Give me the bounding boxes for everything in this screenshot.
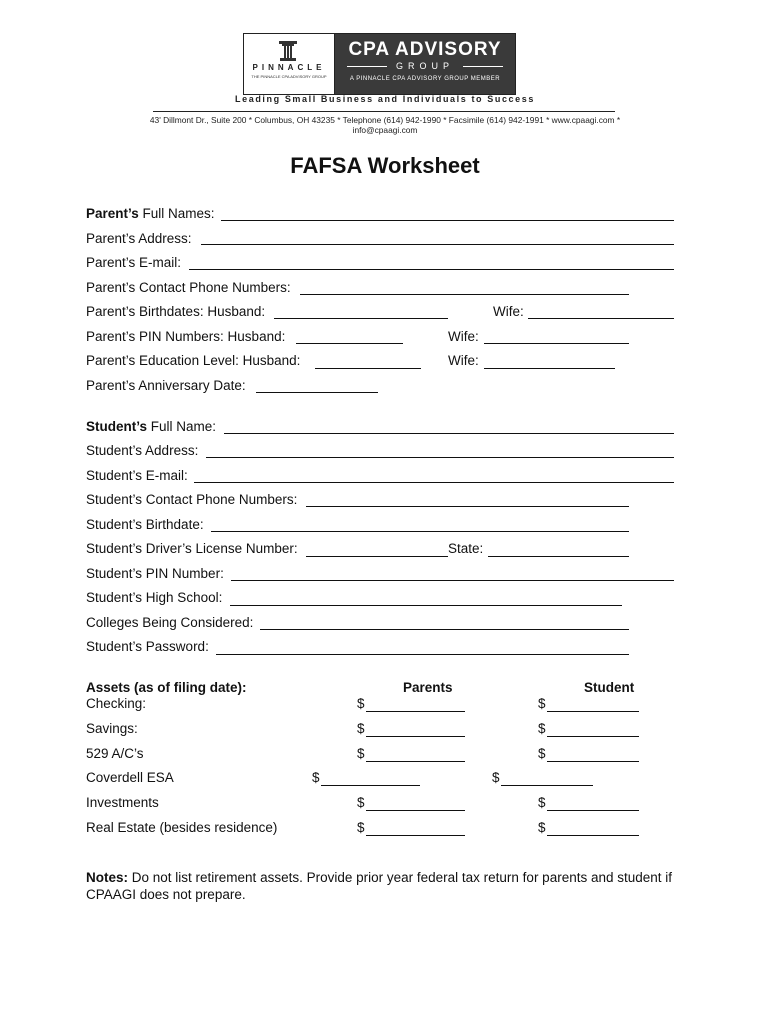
student-email-field[interactable] [194,482,674,483]
header-divider [153,111,615,112]
coverdell-parents-field[interactable] [321,785,420,786]
parent-pin-husband-field[interactable] [296,343,403,344]
coverdell-student-field[interactable] [501,785,593,786]
asset-label-real-estate: Real Estate (besides residence) [86,820,278,835]
company-logo [243,33,516,95]
company-address: 43' Dillmont Dr., Suite 200 * Columbus, OH 43235 * Telephone (614) 942-1990 * Facsimile (614) 942-1991 * www.cpaagi.com * info@cpaagi.com [149,115,621,135]
checking-student-field[interactable] [547,711,639,712]
parent-address-label: Parent’s Address: [86,231,192,246]
page-title: FAFSA Worksheet [290,153,480,178]
student-high-school-field[interactable] [230,605,622,606]
currency-symbol: $ [357,721,365,736]
currency-symbol: $ [538,746,546,761]
investments-parents-field[interactable] [366,810,465,811]
parent-anniversary-label: Parent’s Anniversary Date: [86,378,246,393]
asset-label-529: 529 A/C’s [86,746,144,761]
student-password-label: Student’s Password: [86,639,209,654]
checking-parents-field[interactable] [366,711,465,712]
529-student-field[interactable] [547,761,639,762]
student-license-state-label: State: [448,541,484,556]
parent-education-husband-field[interactable] [315,368,421,369]
savings-student-field[interactable] [547,736,639,737]
student-full-name-field[interactable] [224,433,674,434]
parent-full-names-label [86,206,215,221]
parent-education-wife-label: Wife: [448,353,479,368]
asset-label-investments: Investments [86,795,159,810]
student-column-header: Student [584,680,635,695]
currency-symbol: $ [357,746,365,761]
logo-divider [463,66,503,67]
currency-symbol: $ [357,795,365,810]
parent-birthdates-label: Parent’s Birthdates: Husband: [86,304,266,319]
parent-birthdate-wife-label: Wife: [493,304,524,319]
parents-column-header: Parents [403,680,453,695]
cpa-advisory-logo [335,34,515,94]
investments-student-field[interactable] [547,810,639,811]
student-pin-field[interactable] [231,580,674,581]
asset-label-savings: Savings: [86,721,138,736]
currency-symbol: $ [538,696,546,711]
student-address-field[interactable] [206,457,674,458]
currency-symbol: $ [312,770,320,785]
notes-text: Do not list retirement assets. Provide prior year federal tax return for parents and student if CPAAGI does not prepare. [86,870,673,902]
student-email-label: Student’s E-mail: [86,468,188,483]
parent-education-label: Parent’s Education Level: Husband: [86,353,301,368]
currency-symbol: $ [538,820,546,835]
notes [86,869,706,903]
pinnacle-logo [244,34,335,94]
student-address-label: Student’s Address: [86,443,199,458]
pinnacle-wordmark: PINNACLE [252,63,326,72]
student-birthdate-field[interactable] [211,531,629,532]
parent-birthdate-husband-field[interactable] [274,318,448,319]
assets-heading: Assets (as of filing date): [86,680,247,695]
asset-label-coverdell: Coverdell ESA [86,770,174,785]
asset-label-checking: Checking: [86,696,147,711]
parent-birthdate-wife-field[interactable] [528,318,674,319]
currency-symbol: $ [357,696,365,711]
real-estate-student-field[interactable] [547,835,639,836]
student-pin-label: Student’s PIN Number: [86,566,224,581]
parent-phone-field[interactable] [300,294,629,295]
student-full-name-label [86,419,216,434]
tagline: Leading Small Business and Individuals to Success [235,94,535,104]
student-license-state-field[interactable] [488,556,629,557]
pillar-icon [277,40,299,62]
label-text: Full Name: [147,419,217,434]
parent-pin-wife-field[interactable] [484,343,629,344]
student-password-field[interactable] [216,654,629,655]
currency-symbol: $ [538,721,546,736]
logo-title: CPA ADVISORY [348,39,502,60]
parent-email-field[interactable] [189,269,674,270]
currency-symbol: $ [357,820,365,835]
real-estate-parents-field[interactable] [366,835,465,836]
529-parents-field[interactable] [366,761,465,762]
parent-phone-label: Parent’s Contact Phone Numbers: [86,280,291,295]
label-bold-part: Parent’s [86,206,139,221]
notes-label: Notes: [86,870,129,885]
parent-pin-label: Parent’s PIN Numbers: Husband: [86,329,286,344]
parent-education-wife-field[interactable] [484,368,615,369]
parent-full-names-field[interactable] [221,220,674,221]
currency-symbol: $ [492,770,500,785]
student-license-field[interactable] [306,556,448,557]
parent-anniversary-field[interactable] [256,392,378,393]
student-license-label: Student’s Driver’s License Number: [86,541,298,556]
student-birthdate-label: Student’s Birthdate: [86,517,204,532]
colleges-field[interactable] [260,629,629,630]
currency-symbol: $ [538,795,546,810]
savings-parents-field[interactable] [366,736,465,737]
colleges-label: Colleges Being Considered: [86,615,254,630]
parent-address-field[interactable] [201,244,674,245]
pinnacle-subtext: THE PINNACLE CPA ADVISORY GROUP [251,74,327,79]
logo-group: GROUP [395,61,454,71]
student-phone-label: Student’s Contact Phone Numbers: [86,492,298,507]
logo-member: A PINNACLE CPA ADVISORY GROUP MEMBER [349,76,501,82]
label-text: Full Names: [138,206,215,221]
parent-pin-wife-label: Wife: [448,329,479,344]
label-bold-part: Student’s [86,419,148,434]
student-phone-field[interactable] [306,506,629,507]
student-high-school-label: Student’s High School: [86,590,223,605]
parent-email-label: Parent’s E-mail: [86,255,182,270]
